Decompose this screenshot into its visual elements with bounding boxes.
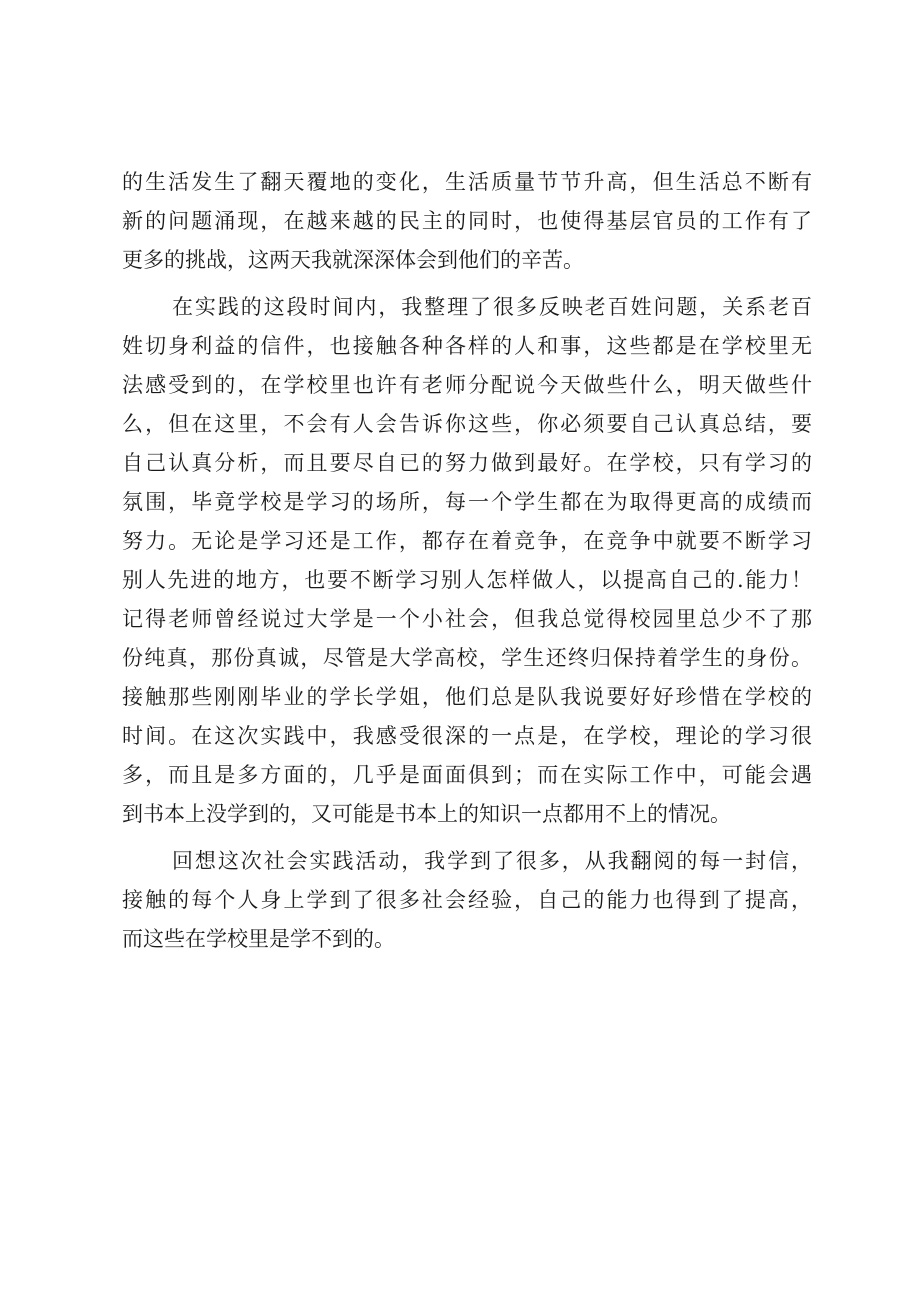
text-line: 接触的每个人身上学到了很多社会经验，自己的能力也得到了提高， — [122, 888, 812, 912]
text-line: 么，但在这里，不会有人会告诉你这些，你必须要自己认真总结，要 — [122, 412, 812, 436]
paragraph-1 — [122, 163, 812, 280]
text-line: 努力。无论是学习还是工作，都存在着竞争，在竞争中就要不断学习 — [122, 529, 812, 553]
text-line: 法感受到的，在学校里也许有老师分配说今天做些什么，明天做些什 — [122, 373, 812, 397]
text-line: 姓切身利益的信件，也接触各种各样的人和事，这些都是在学校里无 — [122, 334, 812, 358]
document-body — [122, 163, 812, 959]
text-line: 更多的挑战，这两天我就深深体会到他们的辛苦。 — [122, 248, 584, 272]
text-line: 多，而且是多方面的，几乎是面面俱到；而在实际工作中，可能会遇 — [122, 763, 812, 787]
text-line: 到书本上没学到的，又可能是书本上的知识一点都用不上的情况。 — [122, 802, 731, 826]
text-line: 新的问题涌现，在越来越的民主的同时，也使得基层官员的工作有了 — [122, 209, 812, 233]
text-line: 氛围，毕竟学校是学习的场所，每一个学生都在为取得更高的成绩而 — [122, 490, 812, 514]
text-line: 份纯真，那份真诚，尽管是大学高校，学生还终归保持着学生的身份。 — [122, 646, 812, 670]
paragraph-3 — [122, 842, 812, 959]
text-line: 回想这次社会实践活动，我学到了很多，从我翻阅的每一封信， — [172, 849, 812, 873]
text-line: 时间。在这次实践中，我感受很深的一点是，在学校，理论的学习很 — [122, 724, 812, 748]
text-line: 记得老师曾经说过大学是一个小社会，但我总觉得校园里总少不了那 — [122, 607, 812, 631]
text-line: 接触那些刚刚毕业的学长学姐，他们总是队我说要好好珍惜在学校的 — [122, 685, 812, 709]
text-line: 自己认真分析，而且要尽自已的努力做到最好。在学校，只有学习的 — [122, 451, 812, 475]
text-line: 而这些在学校里是学不到的。 — [122, 927, 395, 951]
paragraph-2 — [122, 288, 812, 834]
text-line: 在实践的这段时间内，我整理了很多反映老百姓问题，关系老百 — [172, 295, 812, 319]
text-line: 别人先进的地方，也要不断学习别人怎样做人，以提高自己的.能力！ — [122, 568, 812, 592]
text-line: 的生活发生了翻天覆地的变化，生活质量节节升高，但生活总不断有 — [122, 170, 812, 194]
